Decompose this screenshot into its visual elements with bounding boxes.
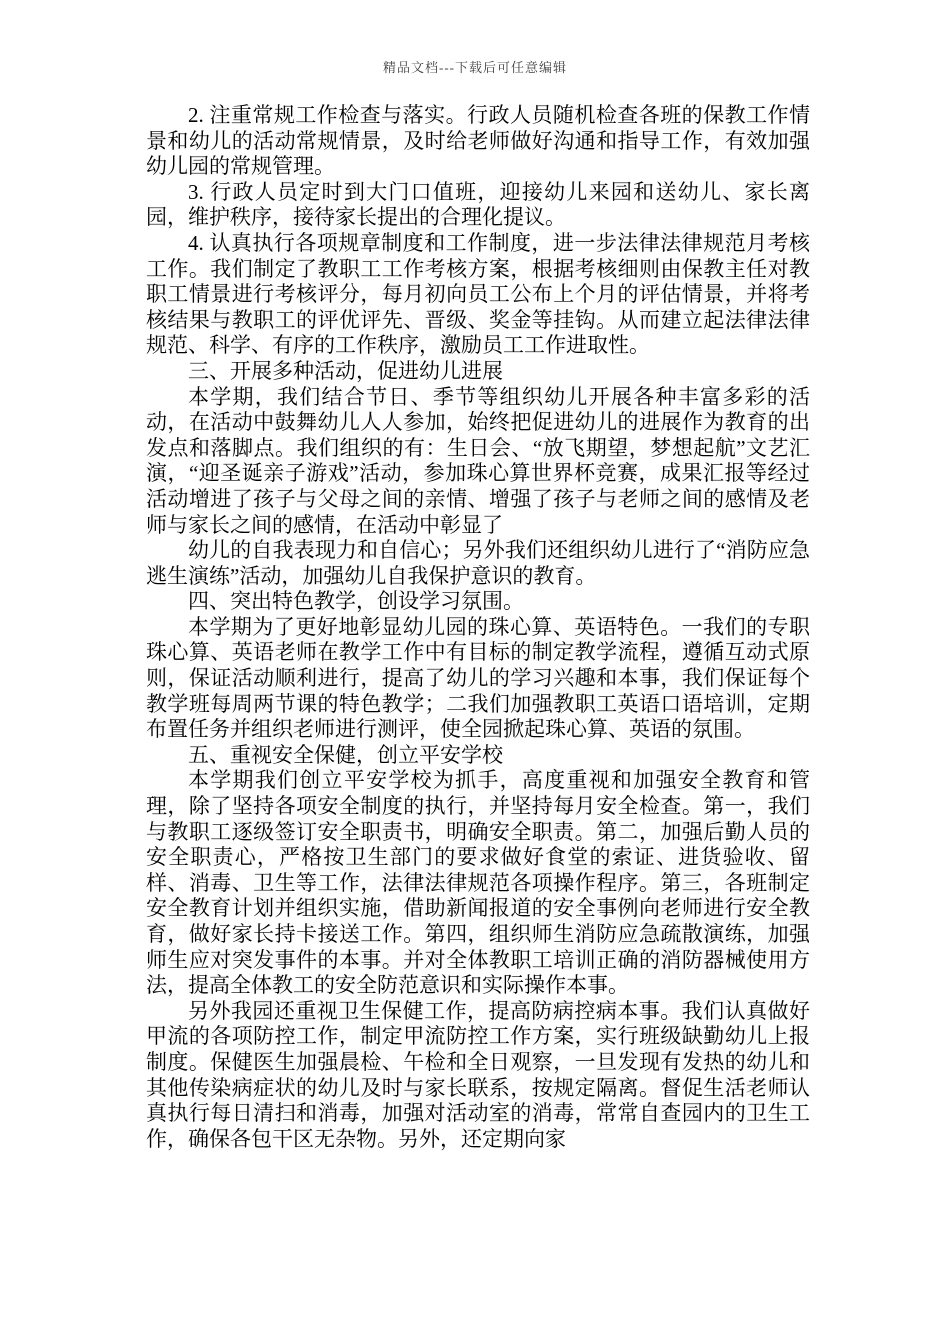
- document-body: [146, 103, 810, 1152]
- section-heading: 五、重视安全保健，创立平安学校: [188, 742, 503, 767]
- paragraph: 本学期，我们结合节日、季节等组织幼儿开展各种丰富多彩的活动，在活动中鼓舞幼儿人人参加，始终把促进幼儿的进展作为教育的出发点和落脚点。我们组织的有：生日会、“放飞期望，梦想起航”文艺汇演，“迎圣诞亲子游戏”活动，参加珠心算世界杯竞赛，成果汇报等经过活动增进了孩子与父母之间的亲情、增强了孩子与老师之间的感情及老师与家长之间的感情，在活动中彰显了: [146, 384, 810, 537]
- paragraph: 本学期为了更好地彰显幼儿园的珠心算、英语特色。一我们的专职珠心算、英语老师在教学工作中有目标的制定教学流程，遵循互动式原则，保证活动顺利进行，提高了幼儿的学习兴趣和本事，我们保证每个教学班每周两节课的特色教学；二我们加强教职工英语口语培训，定期布置任务并组织老师进行测评，使全园掀起珠心算、英语的氛围。: [146, 614, 810, 742]
- section-heading: 四、突出特色教学，创设学习氛围。: [188, 589, 524, 614]
- paragraph: 另外我园还重视卫生保健工作，提高防病控病本事。我们认真做好甲流的各项防控工作，制定甲流防控工作方案，实行班级缺勤幼儿上报制度。保健医生加强晨检、午检和全日观察，一旦发现有发热的幼儿和其他传染病症状的幼儿及时与家长联系，按规定隔离。督促生活老师认真执行每日清扫和消毒，加强对活动室的消毒，常常自查园内的卫生工作，确保各包干区无杂物。另外，还定期向家: [146, 998, 810, 1151]
- paragraph: 幼儿的自我表现力和自信心；另外我们还组织幼儿进行了“消防应急逃生演练”活动，加强幼儿自我保护意识的教育。: [146, 538, 810, 588]
- paragraph: 3. 行政人员定时到大门口值班，迎接幼儿来园和送幼儿、家长离园，维护秩序，接待家长提出的合理化提议。: [146, 179, 810, 230]
- section-heading: 三、开展多种活动，促进幼儿进展: [188, 358, 503, 383]
- watermark-header: 精品文档---下载后可任意编辑: [383, 60, 567, 75]
- paragraph: 本学期我们创立平安学校为抓手，高度重视和加强安全教育和管理，除了坚持各项安全制度的执行，并坚持每月安全检查。第一，我们与教职工逐级签订安全职责书，明确安全职责。第二，加强后勤人员的安全职责心，严格按卫生部门的要求做好食堂的索证、进货验收、留样、消毒、卫生等工作，法律法律规范各项操作程序。第三，各班制定安全教育计划并组织实施，借助新闻报道的安全事例向老师进行安全教育，做好家长持卡接送工作。第四，组织师生消防应急疏散演练，加强师生应对突发事件的本事。并对全体教职工培训正确的消防器械使用方法，提高全体教工的安全防范意识和实际操作本事。: [146, 768, 810, 998]
- paragraph: 2. 注重常规工作检查与落实。行政人员随机检查各班的保教工作情景和幼儿的活动常规情景，及时给老师做好沟通和指导工作，有效加强幼儿园的常规管理。: [146, 103, 810, 179]
- paragraph: 4. 认真执行各项规章制度和工作制度，进一步法律法律规范月考核工作。我们制定了教职工工作考核方案，根据考核细则由保教主任对教职工情景进行考核评分，每月初向员工公布上个月的评估情景，并将考核结果与教职工的评优评先、晋级、奖金等挂钩。从而建立起法律法律规范、科学、有序的工作秩序，激励员工工作进取性。: [146, 230, 810, 358]
